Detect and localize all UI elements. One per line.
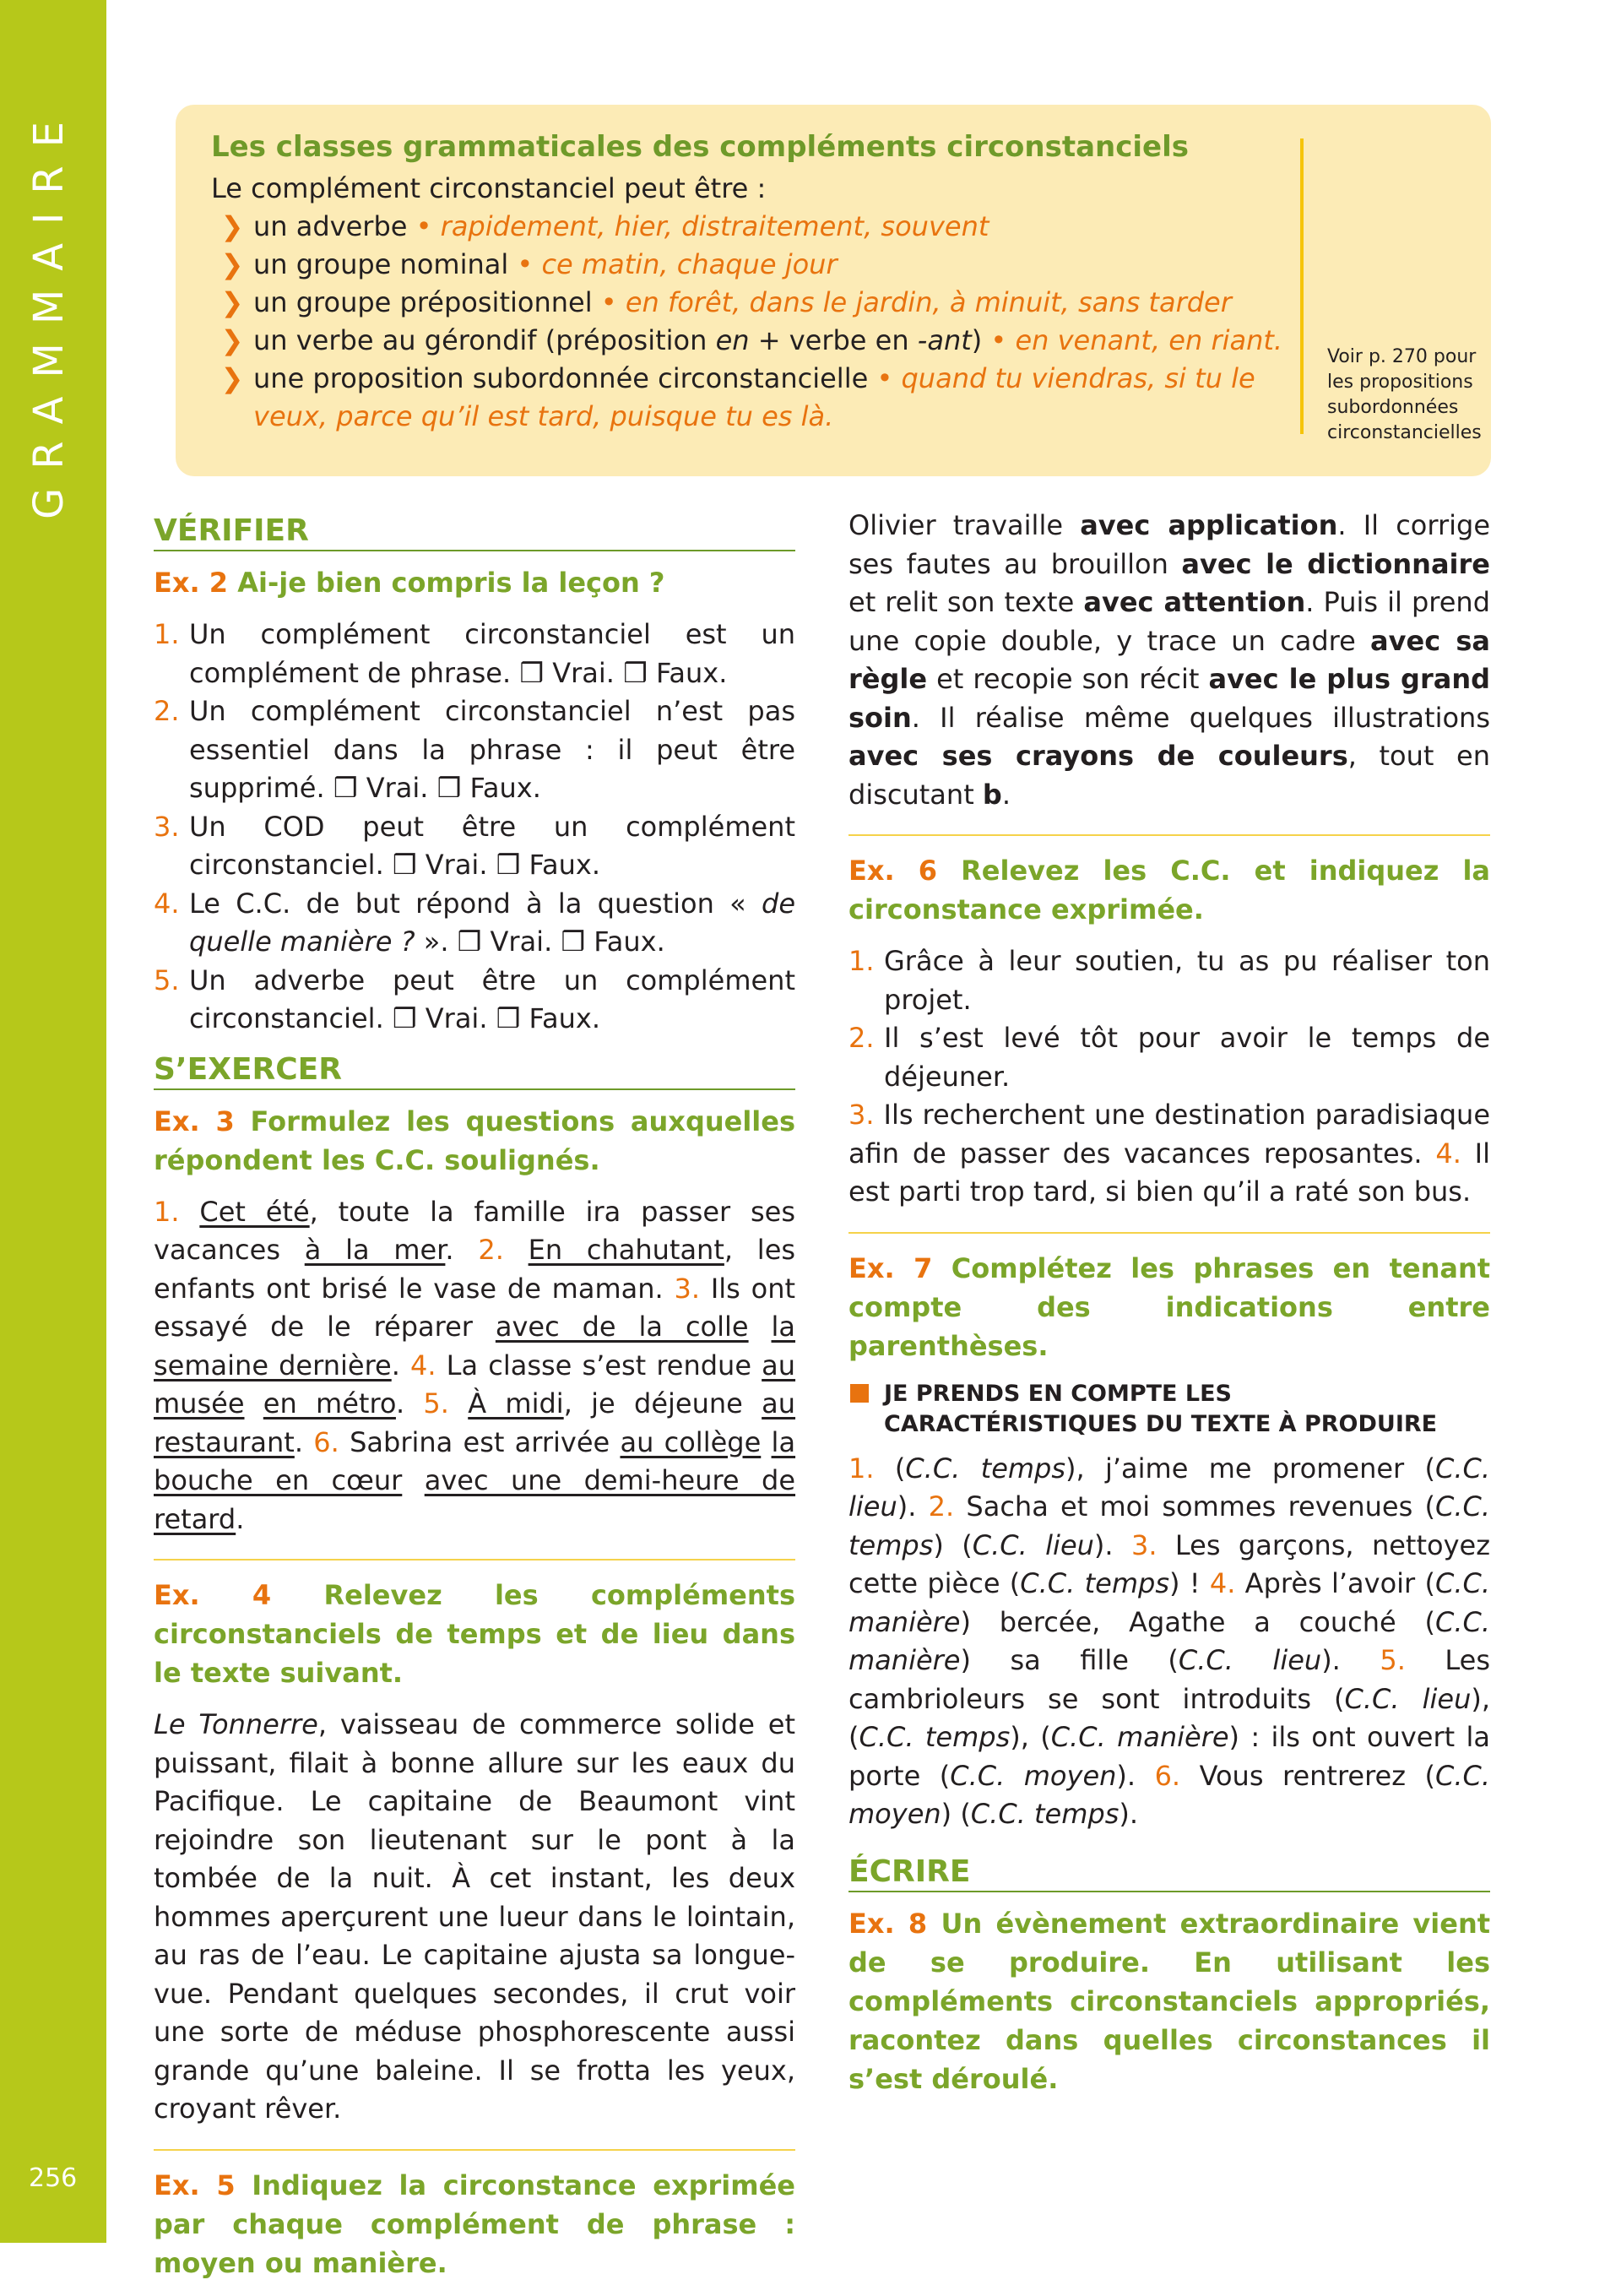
divider [848,834,1490,836]
divider [848,1232,1490,1234]
chevron-right-icon: ❯ [220,286,244,318]
chevron-right-icon: ❯ [220,248,244,280]
checkbox-faux[interactable]: ❒ Faux. [496,849,600,881]
exercise-heading: Ex. 3 Formulez les questions auxquelles répondent les C.C. soulignés. [154,1105,796,1176]
lesson-item: ❯ un groupe nominal • ce matin, chaque jour [211,246,1296,284]
list-item: 1. Grâce à leur soutien, tu as pu réaliser ton projet. [848,945,1490,1016]
checkbox-faux[interactable]: ❒ Faux. [496,1002,600,1034]
list-item: 3. Un COD peut être un complément circonstanciel. ❒ Vrai. ❒ Faux. [154,810,795,881]
checkbox-vrai[interactable]: ❒ Vrai. [333,772,429,804]
exercise-heading: Ex. 8 Un évènement extraordinaire vient de se produire. En utilisant les compléments circonstanciels appropriés, racontez dans quelles circonstances il s’est déroulé. [848,1907,1491,2095]
sidebar [0,0,106,2243]
chevron-right-icon: ❯ [220,324,244,356]
exercise-heading: Ex. 4 Relevez les compléments circonstanciels de temps et de lieu dans le texte suivant. [154,1579,796,1689]
exercise-heading: Ex. 7 Complétez les phrases en tenant compte des indications entre parenthèses. [848,1251,1491,1362]
exercise-4-text: Le Tonnerre, vaisseau de commerce solide et puissant, filait à bonne allure sur les eaux du Pacifique. Le capitaine de Beaumont vint rejoindre son lieutenant sur le pont à la tombée de la nuit. À cet instant, les deux hommes aperçurent une lueur dans le lointain, au ras de l’eau. Le capitaine ajusta sa longue-vue. Pendant quelques secondes, il crut voir une sorte de méduse phosphorescente aussi grande qu’une baleine. Il se frotta les yeux, croyant rêver. [154,1708,796,2125]
exercise-heading: Ex. 6 Relevez les C.C. et indiquez la circonstance exprimée. [848,855,1491,925]
exercise-3-text: 1. Cet été, toute la famille ira passer ses vacances à la mer. 2. En chahutant, les enfants ont brisé le vase de maman. 3. Ils ont essayé de le réparer avec de la colle la semaine dernière. 4. La classe s’est rendue au musée en métro. 5. À midi, je déjeune au restaurant. 6. Sabrina est arrivée au collège la bouche en cœur avec une demi-heure de retard. [154,1195,796,1535]
left-column [154,507,795,2296]
checkbox-faux[interactable]: ❒ Faux. [623,656,728,689]
list-item: 4. Le C.C. de but répond à la question « de quelle manière ? ». ❒ Vrai. ❒ Faux. [154,887,795,958]
lesson-item: ❯ une proposition subordonnée circonstancielle • quand tu viendras, si tu le veux, parce qu’il est tard, puisque tu es là. [211,360,1296,436]
section-title-ecrire: ÉCRIRE [848,1854,1490,1892]
page-number: 256 [29,2163,78,2193]
checkbox-vrai[interactable]: ❒ Vrai. [392,849,488,881]
list-item: 3. Ils recherchent une destination paradisiaque afin de passer des vacances reposantes. 4. Il est parti trop tard, si bien qu’il a raté son bus. [848,1099,1491,1208]
exercise-heading: Ex. 2 Ai-je bien compris la leçon ? [154,567,665,599]
list-item: 5. Un adverbe peut être un complément circonstanciel. ❒ Vrai. ❒ Faux. [154,963,795,1034]
checkbox-vrai[interactable]: ❒ Vrai. [519,656,615,689]
section-label: GRAMMAIRE [25,103,73,519]
exercise-7-text: 1. (C.C. temps), j’aime me promener (C.C. lieu). 2. Sacha et moi sommes revenues (C.C. temps) (C.C. lieu). 3. Les garçons, nettoyez cette pièce (C.C. temps) ! 4. Après l’avoir (C.C. manière) bercée, Agathe a couché (C.C. manière) sa fille (C.C. lieu). 5. Les cambrioleurs se sont introduits (C.C. lieu), (C.C. temps), (C.C. manière) : ils ont ouvert la porte (C.C. moyen). 6. Vous rentrerez (C.C. moyen) (C.C. temps). [848,1452,1491,1830]
list-item: 1. Un complément circonstanciel est un complément de phrase. ❒ Vrai. ❒ Faux. [154,618,795,689]
lesson-item: ❯ un groupe prépositionnel • en forêt, dans le jardin, à minuit, sans tarder [211,284,1296,322]
checkbox-vrai[interactable]: ❒ Vrai. [457,925,553,958]
subheading: JE PRENDS EN COMPTE LES CARACTÉRISTIQUES DU TEXTE À PRODUIRE [848,1379,1490,1440]
exercise-2-list [154,616,795,1039]
right-column [848,507,1490,2112]
lesson-intro: Le complément circonstanciel peut être : [211,172,767,204]
lesson-title: Les classes grammaticales des compléments circonstanciels [211,130,1189,164]
lesson-item: ❯ un adverbe • rapidement, hier, distraitement, souvent [211,208,1296,246]
list-item: 2. Il s’est levé tôt pour avoir le temps de déjeuner. [848,1022,1490,1093]
section-title-verifier: VÉRIFIER [154,513,795,551]
divider [1300,138,1304,434]
lesson-box [176,105,1491,476]
exercise-5-text: Olivier travaille avec application. Il corrige ses fautes au brouillon avec le dictionnaire et relit son texte avec attention. Puis il prend une copie double, y trace un cadre avec sa règle et recopie son récit avec le plus grand soin. Il réalise même quelques illustrations avec ses crayons de couleurs, tout en discutant b. [848,509,1491,811]
checkbox-faux[interactable]: ❒ Faux. [561,925,665,958]
exercise-heading: Ex. 5 Indiquez la circonstance exprimée par chaque complément de phrase : moyen ou manière. [154,2168,796,2279]
lesson-item: ❯ un verbe au gérondif (préposition en + verbe en -ant) • en venant, en riant. [211,322,1296,360]
divider [154,2149,795,2151]
lesson-content [211,130,1296,436]
checkbox-vrai[interactable]: ❒ Vrai. [392,1002,488,1034]
chevron-right-icon: ❯ [220,362,244,394]
list-item: 2. Un complément circonstanciel n’est pas essentiel dans la phrase : il peut être supprimé. ❒ Vrai. ❒ Faux. [154,695,795,804]
checkbox-faux[interactable]: ❒ Faux. [436,772,541,804]
section-title-sexercer: S’EXERCER [154,1052,795,1090]
chevron-right-icon: ❯ [220,210,244,242]
side-note: Voir p. 270 pour les propositions subordonnées circonstancielles [1327,346,1482,443]
divider [154,1559,795,1561]
